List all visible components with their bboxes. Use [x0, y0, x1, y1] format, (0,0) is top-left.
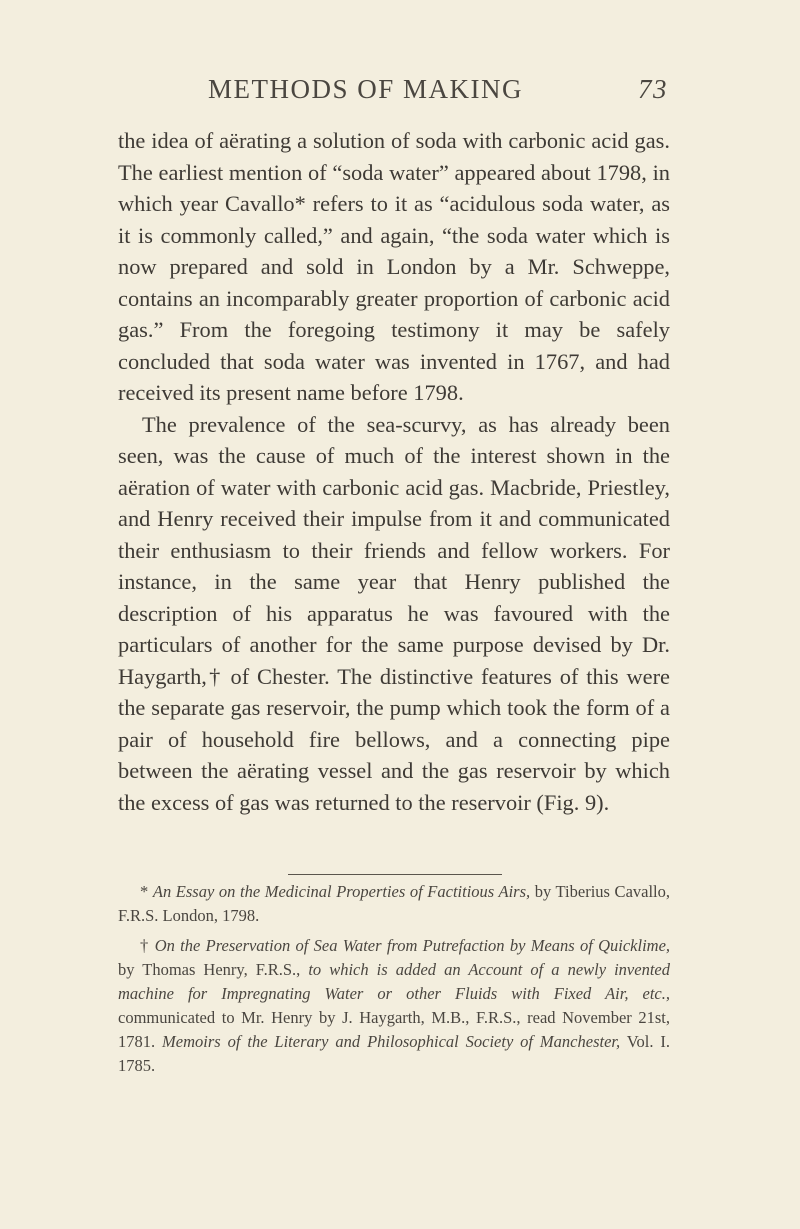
- footnote-2-by: by Thomas Henry, F.R.S.,: [118, 960, 309, 979]
- paragraph-2: The prevalence of the sea-scurvy, as has already been seen, was the cause of much of the interest shown in the aëration of water with carbonic acid gas. Macbride, Priestley, and Henry received their impulse from it and communicated their enthusiasm to their friends and fellow workers. For instance, in the same year that Henry published the description of his apparatus he was favoured with the particulars of another for the same purpose devised by Dr. Haygarth,† of Chester. The distinctive features of this were the separate gas reservoir, the pump which took the form of a pair of household fire bellows, and a connecting pipe between the aërating vessel and the gas reservoir by which the excess of gas was returned to the reservoir (Fig. 9).: [118, 411, 670, 815]
- footnote-2-mid: communicated to Mr. Henry by J. Haygarth, M.B., F.R.S., read November 21st, 1781.: [118, 1008, 670, 1051]
- main-text: [118, 125, 670, 818]
- paragraph-1: the idea of aërating a solution of soda with carbonic acid gas. The earliest mention of “soda water” appeared about 1798, in which year Cavallo* refers to it as “acidulous soda water, as it is commonly called,” and again, “the soda water which is now prepared and sold in London by a Mr. Schweppe, contains an incomparably greater proportion of carbonic acid gas.” From the foregoing testimony it may be safely concluded that soda water was invented in 1767, and had received its present name before 1798.: [118, 128, 670, 405]
- page-number: 73: [638, 74, 668, 104]
- footnote-2-title: On the Preservation of Sea Water from Putrefaction by Means of Quicklime,: [154, 936, 671, 955]
- footnote-2: [118, 934, 670, 1078]
- footnote-divider: [288, 874, 502, 875]
- footnote-1-mark: *: [140, 882, 149, 901]
- footnote-2-mark: †: [140, 936, 150, 955]
- running-title: METHODS OF MAKING: [208, 74, 524, 104]
- footnote-1-rest: by Tiberius Cavallo, F.R.S. London, 1798.: [118, 882, 671, 925]
- footnote-2-journal: Memoirs of the Literary and Philosophical Society of Manchester,: [162, 1032, 621, 1051]
- footnotes: [118, 880, 670, 1084]
- footnote-1-title: An Essay on the Medicinal Properties of Factitious Airs,: [152, 882, 531, 901]
- footnote-1: [118, 880, 670, 928]
- footnote-2-end: Vol. I. 1785.: [118, 1032, 671, 1075]
- footnote-2-title2: to which is added an Account of a newly invented machine for Impregnating Water or other Fluids with Fixed Air, etc.,: [118, 960, 670, 1003]
